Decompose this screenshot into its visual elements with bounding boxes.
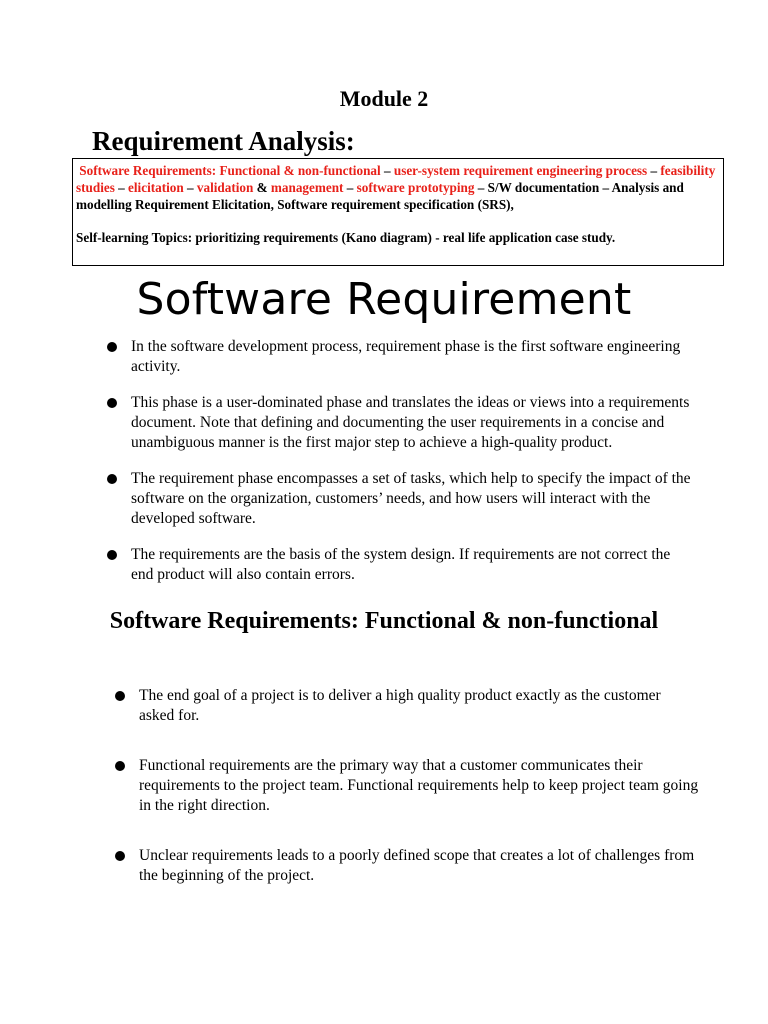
syllabus-tail: – S/W documentation – Analysis and modelling Requirement Elicitation, Software requirement specification (SRS), <box>76 180 684 212</box>
list-item-text: This phase is a user-dominated phase and translates the ideas or views into a requirements document. Note that defining and documenting the user requirements in a concise and unambiguous manner is the first major step to achieve a high-quality product. <box>131 394 690 451</box>
syllabus-topic: feasibility studies <box>76 163 716 195</box>
syllabus-topic: management <box>270 180 344 195</box>
page-heading: Software Requirement <box>136 274 632 325</box>
module-title: Module 2 <box>339 86 429 111</box>
bullet-icon <box>107 398 117 408</box>
bullet-icon <box>107 550 117 560</box>
bullet-icon <box>115 851 125 861</box>
syllabus-topic: Software Requirements: Functional & non-functional <box>79 163 381 178</box>
list-item-text: The requirements are the basis of the system design. If requirements are not correct the end product will also contain errors. <box>131 546 671 583</box>
list-item-text: In the software development process, requirement phase is the first software engineering activity. <box>131 338 681 375</box>
list-item <box>139 756 699 816</box>
syllabus-separator: – <box>114 180 129 195</box>
syllabus-text <box>76 162 720 213</box>
bullet-icon <box>107 342 117 352</box>
syllabus-box <box>72 158 724 266</box>
syllabus-topic: user-system requirement engineering process <box>393 163 648 178</box>
list-item <box>131 545 691 585</box>
list-item <box>131 469 691 529</box>
syllabus-separator: – <box>343 180 357 195</box>
syllabus-separator: – <box>183 180 197 195</box>
syllabus-separator: – <box>647 163 661 178</box>
syllabus-separator: – <box>380 163 394 178</box>
self-learning-topics: Self-learning Topics: prioritizing requirements (Kano diagram) - real life application case study. <box>76 230 616 245</box>
list-item-text: Unclear requirements leads to a poorly defined scope that creates a lot of challenges from the beginning of the project. <box>139 847 695 884</box>
list-item <box>139 686 699 726</box>
list-item-text: The requirement phase encompasses a set of tasks, which help to specify the impact of the software on the organization, customers’ needs, and how users will interact with the developed software. <box>131 470 691 527</box>
bullet-icon <box>115 761 125 771</box>
list-item-text: The end goal of a project is to deliver a high quality product exactly as the customer asked for. <box>139 687 661 724</box>
section-title: Requirement Analysis: <box>92 126 355 156</box>
list-item <box>139 846 699 886</box>
section-subheading: Software Requirements: Functional & non-functional <box>109 608 659 634</box>
bullet-icon <box>115 691 125 701</box>
syllabus-separator: & <box>253 180 271 195</box>
bullet-icon <box>107 474 117 484</box>
list-item-text: Functional requirements are the primary way that a customer communicates their requirements to the project team. Functional requirements help to keep project team going in the right direction. <box>139 757 699 814</box>
bullet-list-functional <box>139 686 699 886</box>
list-item <box>131 393 691 453</box>
syllabus-topic: software prototyping <box>356 180 475 195</box>
syllabus-topic: validation <box>196 180 254 195</box>
list-item <box>131 337 691 377</box>
bullet-list-requirements <box>131 337 691 585</box>
syllabus-topic: elicitation <box>128 180 184 195</box>
